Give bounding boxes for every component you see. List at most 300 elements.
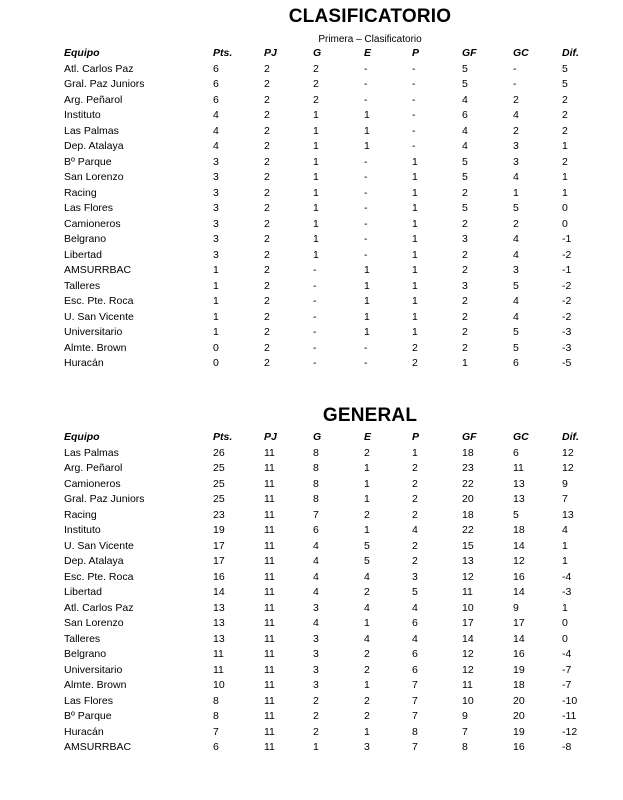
cell-drawn: - — [364, 357, 368, 369]
cell-points: 3 — [213, 171, 219, 183]
cell-goals-for: 12 — [462, 648, 474, 660]
cell-goals-for: 11 — [462, 586, 473, 598]
cell-goal-diff: -4 — [562, 648, 572, 660]
cell-lost: 7 — [412, 710, 418, 722]
cell-goals-for: 15 — [462, 539, 474, 552]
cell-won: 4 — [313, 617, 319, 629]
cell-won: 1 — [313, 140, 319, 152]
table-row — [0, 508, 623, 524]
cell-goals-against: 4 — [513, 248, 519, 261]
cell-team: Instituto — [64, 524, 101, 536]
cell-won: 1 — [313, 217, 319, 230]
cell-goals-against: 16 — [513, 648, 525, 660]
cell-team: Arg. Peñarol — [64, 93, 123, 106]
cell-drawn: 1 — [364, 326, 370, 338]
cell-team: Atl. Carlos Paz — [64, 601, 134, 614]
cell-played: 2 — [264, 78, 270, 90]
cell-won: 2 — [313, 78, 319, 90]
column-header-points: Pts. — [213, 431, 233, 443]
cell-team: U. San Vicente — [64, 310, 134, 323]
cell-goals-for: 22 — [462, 477, 474, 490]
cell-goals-against: 13 — [513, 493, 525, 505]
cell-won: 8 — [313, 462, 319, 474]
cell-team: Racing — [64, 186, 97, 199]
cell-lost: 2 — [412, 357, 418, 369]
cell-goals-against: 5 — [513, 326, 519, 338]
standings-table-general — [0, 430, 623, 756]
cell-lost: 7 — [412, 694, 418, 707]
cell-team: Libertad — [64, 586, 102, 598]
cell-lost: 6 — [412, 663, 418, 676]
cell-goal-diff: -1 — [562, 264, 572, 276]
cell-lost: 1 — [412, 326, 418, 338]
cell-played: 2 — [264, 248, 270, 261]
cell-drawn: 2 — [364, 508, 370, 521]
cell-points: 25 — [213, 493, 225, 505]
cell-team: Belgrano — [64, 648, 107, 660]
cell-played: 2 — [264, 326, 270, 338]
table-header-row — [0, 46, 623, 62]
cell-goal-diff: -3 — [562, 326, 572, 338]
cell-team: Camioneros — [64, 217, 121, 230]
cell-played: 2 — [264, 310, 270, 323]
cell-goals-for: 8 — [462, 741, 468, 753]
cell-points: 8 — [213, 710, 219, 722]
cell-team: Instituto — [64, 109, 101, 121]
cell-goals-against: 3 — [513, 155, 519, 168]
cell-points: 13 — [213, 601, 225, 614]
cell-points: 3 — [213, 248, 219, 261]
cell-won: 3 — [313, 632, 319, 645]
cell-team: Gral. Paz Juniors — [64, 78, 145, 90]
cell-won: 2 — [313, 694, 319, 707]
cell-goals-against: 18 — [513, 524, 525, 536]
cell-goals-for: 4 — [462, 93, 468, 106]
cell-played: 2 — [264, 233, 270, 245]
cell-goals-for: 1 — [462, 357, 468, 369]
cell-won: 4 — [313, 586, 319, 598]
cell-goals-for: 5 — [462, 78, 468, 90]
cell-goals-for: 2 — [462, 310, 468, 323]
cell-won: 1 — [313, 233, 319, 245]
cell-drawn: 4 — [364, 570, 370, 583]
cell-points: 3 — [213, 217, 219, 230]
cell-goals-for: 5 — [462, 171, 468, 183]
cell-played: 11 — [264, 741, 275, 753]
cell-team: Las Flores — [64, 202, 114, 214]
cell-lost: 1 — [412, 264, 418, 276]
cell-goal-diff: 9 — [562, 477, 568, 490]
cell-lost: 1 — [412, 295, 418, 307]
cell-lost: 1 — [412, 233, 418, 245]
cell-drawn: 5 — [364, 539, 370, 552]
cell-drawn: 4 — [364, 601, 370, 614]
cell-goals-for: 5 — [462, 155, 468, 168]
cell-team: Belgrano — [64, 233, 107, 245]
cell-won: 2 — [313, 93, 319, 106]
cell-won: 6 — [313, 524, 319, 536]
cell-goal-diff: 0 — [562, 202, 568, 214]
table-row — [0, 446, 623, 462]
cell-won: 1 — [313, 186, 319, 199]
cell-team: Camioneros — [64, 477, 121, 490]
table-row — [0, 310, 623, 326]
cell-drawn: - — [364, 78, 368, 90]
cell-team: Dep. Atalaya — [64, 555, 124, 567]
cell-goals-against: 1 — [513, 186, 519, 199]
cell-goals-against: 9 — [513, 601, 519, 614]
cell-team: Esc. Pte. Roca — [64, 570, 134, 583]
cell-played: 2 — [264, 140, 270, 152]
table-row — [0, 217, 623, 233]
cell-won: 2 — [313, 710, 319, 722]
cell-played: 11 — [264, 725, 275, 738]
cell-goal-diff: 2 — [562, 109, 568, 121]
cell-drawn: 1 — [364, 477, 370, 490]
cell-drawn: 1 — [364, 524, 370, 536]
cell-won: - — [313, 310, 317, 323]
table-row — [0, 740, 623, 756]
cell-goal-diff: -1 — [562, 233, 572, 245]
cell-played: 2 — [264, 124, 270, 137]
cell-drawn: 1 — [364, 295, 370, 307]
cell-played: 11 — [264, 539, 275, 552]
cell-played: 2 — [264, 264, 270, 276]
cell-played: 11 — [264, 508, 275, 521]
column-header-goals-against: GC — [513, 47, 529, 59]
cell-points: 1 — [213, 326, 219, 338]
cell-lost: 1 — [412, 248, 418, 261]
cell-goals-for: 11 — [462, 679, 473, 691]
cell-goal-diff: -4 — [562, 570, 572, 583]
cell-goals-for: 5 — [462, 202, 468, 214]
cell-drawn: 1 — [364, 725, 370, 738]
cell-goals-against: 4 — [513, 233, 519, 245]
cell-points: 4 — [213, 140, 219, 152]
cell-played: 11 — [264, 663, 275, 676]
cell-goals-for: 2 — [462, 326, 468, 338]
cell-goal-diff: 2 — [562, 124, 568, 137]
table-header-row — [0, 430, 623, 446]
cell-played: 2 — [264, 186, 270, 199]
cell-played: 2 — [264, 155, 270, 168]
cell-goals-for: 13 — [462, 555, 474, 567]
cell-goal-diff: -2 — [562, 295, 572, 307]
cell-points: 6 — [213, 78, 219, 90]
cell-goals-for: 12 — [462, 570, 474, 583]
cell-goals-for: 2 — [462, 341, 468, 354]
cell-team: Racing — [64, 508, 97, 521]
cell-goals-for: 10 — [462, 694, 474, 707]
cell-team: Huracán — [64, 357, 104, 369]
cell-goals-for: 2 — [462, 186, 468, 199]
cell-played: 2 — [264, 202, 270, 214]
cell-goals-for: 5 — [462, 62, 468, 75]
cell-played: 11 — [264, 632, 275, 645]
table-row — [0, 647, 623, 663]
cell-lost: 2 — [412, 493, 418, 505]
table-row — [0, 356, 623, 372]
cell-goal-diff: -10 — [562, 694, 578, 707]
cell-team: Las Palmas — [64, 446, 119, 459]
table-row — [0, 663, 623, 679]
column-header-points: Pts. — [213, 47, 233, 59]
cell-drawn: - — [364, 155, 368, 168]
cell-drawn: 3 — [364, 741, 370, 753]
cell-lost: - — [412, 140, 416, 152]
cell-goals-for: 2 — [462, 295, 468, 307]
cell-played: 2 — [264, 217, 270, 230]
cell-lost: 2 — [412, 555, 418, 567]
cell-team: Las Flores — [64, 694, 114, 707]
cell-team: San Lorenzo — [64, 171, 124, 183]
section-title-general: GENERAL — [322, 405, 418, 426]
table-row — [0, 170, 623, 186]
cell-won: 4 — [313, 539, 319, 552]
cell-points: 1 — [213, 279, 219, 292]
cell-lost: 1 — [412, 202, 418, 214]
cell-points: 25 — [213, 477, 225, 490]
cell-won: 4 — [313, 570, 319, 583]
cell-won: 8 — [313, 493, 319, 505]
table-row — [0, 523, 623, 539]
column-header-goal-diff: Dif. — [562, 431, 579, 443]
cell-points: 17 — [213, 539, 225, 552]
cell-drawn: 4 — [364, 632, 370, 645]
cell-points: 4 — [213, 109, 219, 121]
cell-goals-for: 3 — [462, 279, 468, 292]
column-header-goals-for: GF — [462, 47, 477, 59]
cell-team: Almte. Brown — [64, 341, 127, 354]
cell-points: 11 — [213, 648, 224, 660]
cell-goals-against: 5 — [513, 508, 519, 521]
cell-points: 6 — [213, 93, 219, 106]
cell-won: 3 — [313, 601, 319, 614]
cell-drawn: 1 — [364, 679, 370, 691]
cell-played: 11 — [264, 710, 275, 722]
cell-team: AMSURRBAC — [64, 741, 132, 753]
cell-team: Libertad — [64, 248, 102, 261]
cell-goals-against: 4 — [513, 171, 519, 183]
cell-won: - — [313, 341, 317, 354]
cell-played: 11 — [264, 694, 275, 707]
column-header-drawn: E — [364, 431, 372, 443]
cell-team: Arg. Peñarol — [64, 462, 123, 474]
cell-goals-against: 14 — [513, 539, 525, 552]
cell-goals-for: 9 — [462, 710, 468, 722]
cell-lost: 1 — [412, 186, 418, 199]
cell-drawn: 2 — [364, 710, 370, 722]
cell-goal-diff: -2 — [562, 310, 572, 323]
cell-drawn: 1 — [364, 310, 370, 323]
cell-drawn: 1 — [364, 140, 370, 152]
cell-goals-against: 19 — [513, 663, 525, 676]
cell-goal-diff: 2 — [562, 93, 568, 106]
cell-drawn: 1 — [364, 109, 370, 121]
table-row — [0, 709, 623, 725]
cell-points: 6 — [213, 741, 219, 753]
cell-team: Talleres — [64, 632, 101, 645]
cell-goal-diff: -7 — [562, 679, 572, 691]
cell-played: 2 — [264, 341, 270, 354]
cell-lost: 1 — [412, 171, 418, 183]
cell-played: 11 — [264, 446, 275, 459]
cell-lost: 2 — [412, 462, 418, 474]
cell-drawn: 2 — [364, 663, 370, 676]
cell-lost: - — [412, 78, 416, 90]
cell-points: 10 — [213, 679, 225, 691]
cell-team: Universitario — [64, 326, 123, 338]
cell-won: 4 — [313, 555, 319, 567]
cell-goal-diff: -3 — [562, 586, 572, 598]
cell-goal-diff: 1 — [562, 171, 568, 183]
column-header-played: PJ — [264, 431, 277, 443]
cell-goals-for: 22 — [462, 524, 474, 536]
cell-team: Gral. Paz Juniors — [64, 493, 145, 505]
table-row — [0, 248, 623, 264]
cell-drawn: - — [364, 93, 368, 106]
cell-team: Esc. Pte. Roca — [64, 295, 134, 307]
cell-goal-diff: 1 — [562, 539, 568, 552]
cell-drawn: 2 — [364, 446, 370, 459]
cell-drawn: - — [364, 171, 368, 183]
cell-goals-against: 3 — [513, 140, 519, 152]
table-row — [0, 201, 623, 217]
table-row — [0, 725, 623, 741]
cell-lost: 2 — [412, 508, 418, 521]
cell-goals-against: - — [513, 62, 517, 75]
cell-goals-against: 4 — [513, 109, 519, 121]
cell-drawn: 1 — [364, 279, 370, 292]
cell-goals-against: 17 — [513, 617, 525, 629]
cell-played: 11 — [264, 679, 275, 691]
cell-drawn: - — [364, 217, 368, 230]
cell-drawn: 1 — [364, 493, 370, 505]
cell-won: 2 — [313, 62, 319, 75]
cell-goal-diff: 12 — [562, 462, 574, 474]
cell-played: 2 — [264, 357, 270, 369]
cell-drawn: - — [364, 233, 368, 245]
cell-goals-for: 2 — [462, 264, 468, 276]
cell-lost: - — [412, 62, 416, 75]
cell-played: 2 — [264, 93, 270, 106]
table-row — [0, 325, 623, 341]
cell-played: 11 — [264, 524, 275, 536]
cell-goal-diff: 5 — [562, 78, 568, 90]
cell-won: - — [313, 357, 317, 369]
cell-won: - — [313, 279, 317, 292]
cell-won: - — [313, 264, 317, 276]
cell-goals-against: - — [513, 78, 517, 90]
cell-goals-for: 4 — [462, 140, 468, 152]
cell-points: 13 — [213, 617, 225, 629]
cell-points: 4 — [213, 124, 219, 137]
cell-lost: 5 — [412, 586, 418, 598]
cell-goal-diff: 7 — [562, 493, 568, 505]
cell-drawn: - — [364, 202, 368, 214]
table-row — [0, 616, 623, 632]
cell-lost: 4 — [412, 632, 418, 645]
cell-lost: - — [412, 93, 416, 106]
cell-lost: 4 — [412, 601, 418, 614]
cell-goals-for: 4 — [462, 124, 468, 137]
cell-played: 2 — [264, 171, 270, 183]
cell-goals-for: 14 — [462, 632, 474, 645]
table-row — [0, 139, 623, 155]
cell-played: 2 — [264, 279, 270, 292]
cell-points: 3 — [213, 233, 219, 245]
cell-played: 11 — [264, 601, 275, 614]
table-row — [0, 93, 623, 109]
cell-lost: 6 — [412, 648, 418, 660]
cell-goals-for: 17 — [462, 617, 474, 629]
cell-goal-diff: 2 — [562, 155, 568, 168]
cell-goals-against: 5 — [513, 202, 519, 214]
cell-played: 11 — [264, 462, 275, 474]
cell-won: 8 — [313, 477, 319, 490]
cell-goals-against: 4 — [513, 295, 519, 307]
cell-points: 17 — [213, 555, 225, 567]
table-row — [0, 554, 623, 570]
cell-goals-for: 3 — [462, 233, 468, 245]
cell-points: 0 — [213, 357, 219, 369]
cell-goals-against: 20 — [513, 694, 525, 707]
cell-goals-for: 6 — [462, 109, 468, 121]
cell-goals-for: 18 — [462, 508, 474, 521]
cell-won: - — [313, 295, 317, 307]
cell-played: 11 — [264, 493, 275, 505]
table-row — [0, 294, 623, 310]
column-header-played: PJ — [264, 47, 277, 59]
cell-goals-for: 20 — [462, 493, 474, 505]
cell-goal-diff: -2 — [562, 279, 572, 292]
cell-team: Bº Parque — [64, 710, 112, 722]
table-row — [0, 186, 623, 202]
cell-goals-against: 11 — [513, 462, 524, 474]
cell-goal-diff: 0 — [562, 632, 568, 645]
cell-lost: 7 — [412, 679, 418, 691]
table-row — [0, 279, 623, 295]
table-row — [0, 155, 623, 171]
column-header-team: Equipo — [64, 47, 100, 59]
cell-won: - — [313, 326, 317, 338]
column-header-won: G — [313, 47, 322, 59]
cell-goal-diff: -8 — [562, 741, 572, 753]
cell-points: 3 — [213, 155, 219, 168]
column-header-lost: P — [412, 47, 420, 59]
column-header-goal-diff: Dif. — [562, 47, 579, 59]
table-row — [0, 539, 623, 555]
cell-lost: 1 — [412, 446, 418, 459]
table-row — [0, 694, 623, 710]
cell-won: 1 — [313, 171, 319, 183]
cell-drawn: 2 — [364, 648, 370, 660]
cell-lost: 2 — [412, 341, 418, 354]
cell-goals-against: 16 — [513, 741, 525, 753]
cell-goals-against: 20 — [513, 710, 525, 722]
cell-goal-diff: 1 — [562, 186, 568, 199]
table-row — [0, 77, 623, 93]
cell-points: 3 — [213, 186, 219, 199]
cell-lost: 6 — [412, 617, 418, 629]
cell-lost: 2 — [412, 477, 418, 490]
cell-team: Atl. Carlos Paz — [64, 62, 134, 75]
cell-goal-diff: 12 — [562, 446, 574, 459]
section-subtitle-clasificatorio: Primera – Clasificatorio — [318, 34, 422, 45]
cell-goals-against: 6 — [513, 446, 519, 459]
cell-played: 11 — [264, 617, 275, 629]
cell-lost: 7 — [412, 741, 418, 753]
